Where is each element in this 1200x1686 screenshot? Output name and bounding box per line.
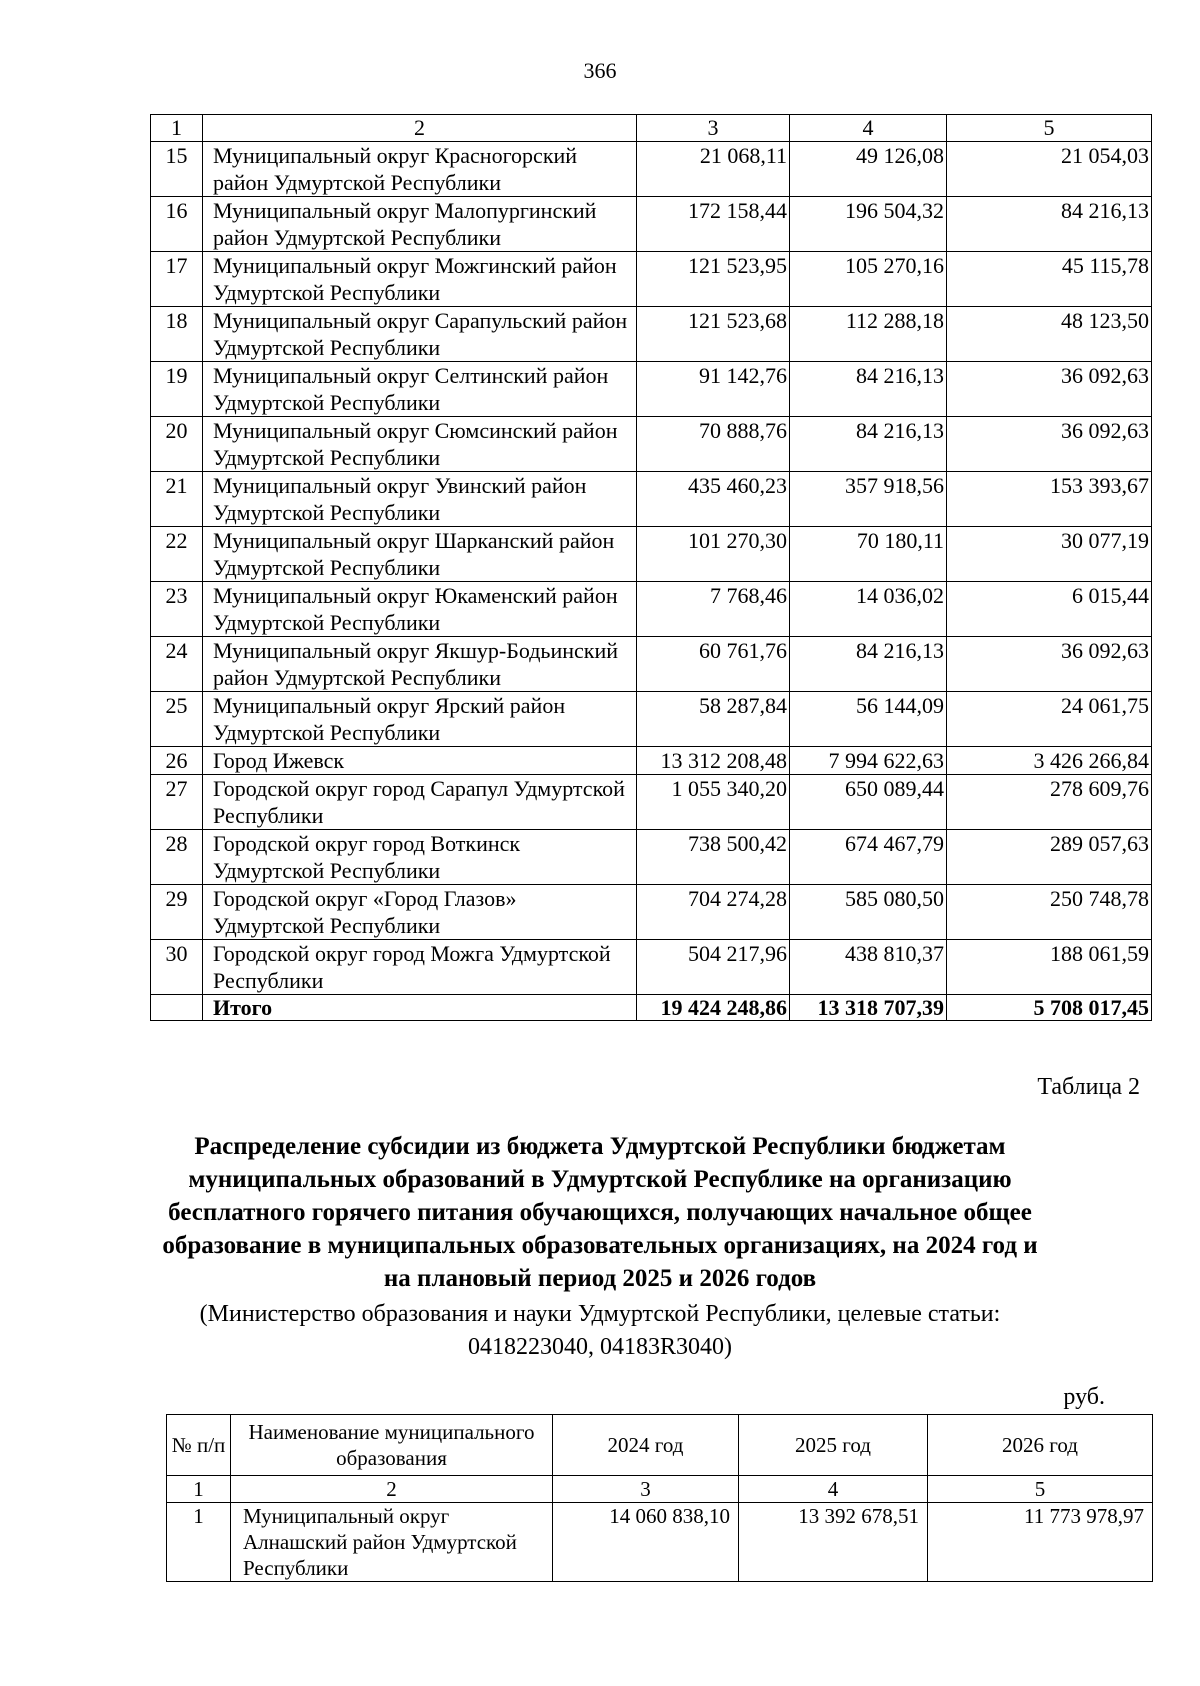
table-row — [151, 582, 1152, 637]
municipality-name: Городской округ город Можга Удмуртской Республики — [203, 940, 637, 995]
value-col-4: 14 036,02 — [790, 582, 947, 637]
value-col-3: 58 287,84 — [637, 692, 790, 747]
value-2024: 14 060 838,10 — [553, 1503, 739, 1582]
value-col-3: 13 312 208,48 — [637, 747, 790, 775]
currency-unit: руб. — [1063, 1384, 1105, 1410]
column-index-cell: 1 — [167, 1476, 231, 1503]
table-row — [151, 252, 1152, 307]
table-row — [151, 142, 1152, 197]
header-2024: 2024 год — [553, 1415, 739, 1476]
total-col-5: 5 708 017,45 — [947, 995, 1152, 1021]
value-col-5: 6 015,44 — [947, 582, 1152, 637]
table-row — [151, 692, 1152, 747]
value-col-4: 585 080,50 — [790, 885, 947, 940]
row-number: 1 — [167, 1503, 231, 1582]
row-number: 27 — [151, 775, 203, 830]
municipality-name: Муниципальный округ Селтинский район Удмуртской Республики — [203, 362, 637, 417]
value-2026: 11 773 978,97 — [928, 1503, 1153, 1582]
value-col-4: 84 216,13 — [790, 637, 947, 692]
table-row — [151, 527, 1152, 582]
value-col-4: 196 504,32 — [790, 197, 947, 252]
municipality-name: Муниципальный округ Ярский район Удмуртской Республики — [203, 692, 637, 747]
row-number: 30 — [151, 940, 203, 995]
column-index-cell: 3 — [553, 1476, 739, 1503]
row-number: 29 — [151, 885, 203, 940]
table-column-index-row — [151, 115, 1152, 142]
header-2025: 2025 год — [739, 1415, 928, 1476]
municipality-name: Муниципальный округ Шарканский район Удмуртской Республики — [203, 527, 637, 582]
value-col-3: 70 888,76 — [637, 417, 790, 472]
row-number: 22 — [151, 527, 203, 582]
column-index-cell: 1 — [151, 115, 203, 142]
municipality-name: Муниципальный округ Сюмсинский район Удмуртской Республики — [203, 417, 637, 472]
total-col-4: 13 318 707,39 — [790, 995, 947, 1021]
value-col-5: 84 216,13 — [947, 197, 1152, 252]
value-col-5: 188 061,59 — [947, 940, 1152, 995]
row-number: 26 — [151, 747, 203, 775]
value-col-5: 24 061,75 — [947, 692, 1152, 747]
value-col-4: 105 270,16 — [790, 252, 947, 307]
value-col-3: 1 055 340,20 — [637, 775, 790, 830]
value-col-5: 250 748,78 — [947, 885, 1152, 940]
municipality-name: Муниципальный округ Юкаменский район Удмуртской Республики — [203, 582, 637, 637]
value-col-4: 7 994 622,63 — [790, 747, 947, 775]
table-row — [151, 747, 1152, 775]
value-col-3: 60 761,76 — [637, 637, 790, 692]
table-row — [151, 362, 1152, 417]
table-row — [151, 417, 1152, 472]
table-row — [151, 472, 1152, 527]
value-col-5: 3 426 266,84 — [947, 747, 1152, 775]
column-index-cell: 5 — [928, 1476, 1153, 1503]
value-col-4: 674 467,79 — [790, 830, 947, 885]
value-col-4: 438 810,37 — [790, 940, 947, 995]
value-col-3: 7 768,46 — [637, 582, 790, 637]
column-index-cell: 4 — [739, 1476, 928, 1503]
column-index-cell: 4 — [790, 115, 947, 142]
value-col-5: 153 393,67 — [947, 472, 1152, 527]
header-name: Наименование муниципального образования — [231, 1415, 553, 1476]
table-2-subtitle: (Министерство образования и науки Удмуртской Республики, целевые статьи: 0418223040, 04183R3040) — [199, 1301, 1001, 1360]
value-col-4: 357 918,56 — [790, 472, 947, 527]
column-index-cell: 3 — [637, 115, 790, 142]
row-number: 16 — [151, 197, 203, 252]
column-index-cell: 5 — [947, 115, 1152, 142]
value-col-4: 84 216,13 — [790, 417, 947, 472]
value-col-5: 36 092,63 — [947, 637, 1152, 692]
value-col-5: 30 077,19 — [947, 527, 1152, 582]
value-col-3: 121 523,68 — [637, 307, 790, 362]
municipality-name: Муниципальный округ Красногорский район Удмуртской Республики — [203, 142, 637, 197]
subsidy-table-2 — [166, 1414, 1153, 1582]
value-col-4: 56 144,09 — [790, 692, 947, 747]
value-col-4: 49 126,08 — [790, 142, 947, 197]
table-row — [167, 1503, 1153, 1582]
value-col-3: 172 158,44 — [637, 197, 790, 252]
header-num: № п/п — [167, 1415, 231, 1476]
table-row — [151, 940, 1152, 995]
municipality-name: Муниципальный округ Можгинский район Удмуртской Республики — [203, 252, 637, 307]
row-number: 19 — [151, 362, 203, 417]
row-number: 25 — [151, 692, 203, 747]
total-num — [151, 995, 203, 1021]
value-col-5: 48 123,50 — [947, 307, 1152, 362]
municipality-name: Муниципальный округ Малопургинский район Удмуртской Республики — [203, 197, 637, 252]
municipality-name: Муниципальный округ Увинский район Удмуртской Республики — [203, 472, 637, 527]
value-col-5: 278 609,76 — [947, 775, 1152, 830]
subsidy-table-continued — [150, 114, 1152, 1021]
value-col-3: 435 460,23 — [637, 472, 790, 527]
value-col-3: 91 142,76 — [637, 362, 790, 417]
municipality-name: Муниципальный округ Алнашский район Удмуртской Республики — [231, 1503, 553, 1582]
municipality-name: Городской округ город Сарапул Удмуртской Республики — [203, 775, 637, 830]
table-header-row — [167, 1415, 1153, 1476]
value-col-4: 84 216,13 — [790, 362, 947, 417]
row-number: 17 — [151, 252, 203, 307]
row-number: 21 — [151, 472, 203, 527]
row-number: 24 — [151, 637, 203, 692]
value-col-5: 45 115,78 — [947, 252, 1152, 307]
value-col-4: 70 180,11 — [790, 527, 947, 582]
value-col-4: 650 089,44 — [790, 775, 947, 830]
page-number: 366 — [583, 58, 617, 83]
row-number: 15 — [151, 142, 203, 197]
value-col-3: 21 068,11 — [637, 142, 790, 197]
table-row — [151, 197, 1152, 252]
row-number: 20 — [151, 417, 203, 472]
table-row — [151, 830, 1152, 885]
total-row — [151, 995, 1152, 1021]
table-row — [151, 307, 1152, 362]
municipality-name: Городской округ «Город Глазов» Удмуртской Республики — [203, 885, 637, 940]
value-col-5: 36 092,63 — [947, 417, 1152, 472]
total-col-3: 19 424 248,86 — [637, 995, 790, 1021]
value-col-4: 112 288,18 — [790, 307, 947, 362]
municipality-name: Городской округ город Воткинск Удмуртской Республики — [203, 830, 637, 885]
value-col-5: 36 092,63 — [947, 362, 1152, 417]
municipality-name: Город Ижевск — [203, 747, 637, 775]
value-col-3: 504 217,96 — [637, 940, 790, 995]
column-index-cell: 2 — [203, 115, 637, 142]
table-2-title: Распределение субсидии из бюджета Удмуртской Республики бюджетам муниципальных образований в Удмуртской Республике на организацию бесплатного горячего питания обучающихся, получающих начальное общее образование в муниципальных образовательных организациях, на 2024 год и на плановый период 2025 и 2026 годов — [162, 1133, 1038, 1292]
table-2-label: Таблица 2 — [1037, 1074, 1140, 1100]
value-col-3: 101 270,30 — [637, 527, 790, 582]
value-col-3: 738 500,42 — [637, 830, 790, 885]
table-row — [151, 637, 1152, 692]
table-column-index-row — [167, 1476, 1153, 1503]
header-2026: 2026 год — [928, 1415, 1153, 1476]
value-col-5: 289 057,63 — [947, 830, 1152, 885]
value-2025: 13 392 678,51 — [739, 1503, 928, 1582]
column-index-cell: 2 — [231, 1476, 553, 1503]
value-col-5: 21 054,03 — [947, 142, 1152, 197]
row-number: 28 — [151, 830, 203, 885]
row-number: 18 — [151, 307, 203, 362]
value-col-3: 704 274,28 — [637, 885, 790, 940]
row-number: 23 — [151, 582, 203, 637]
table-row — [151, 775, 1152, 830]
municipality-name: Муниципальный округ Якшур-Бодьинский район Удмуртской Республики — [203, 637, 637, 692]
value-col-3: 121 523,95 — [637, 252, 790, 307]
table-row — [151, 885, 1152, 940]
municipality-name: Муниципальный округ Сарапульский район Удмуртской Республики — [203, 307, 637, 362]
total-label: Итого — [203, 995, 637, 1021]
